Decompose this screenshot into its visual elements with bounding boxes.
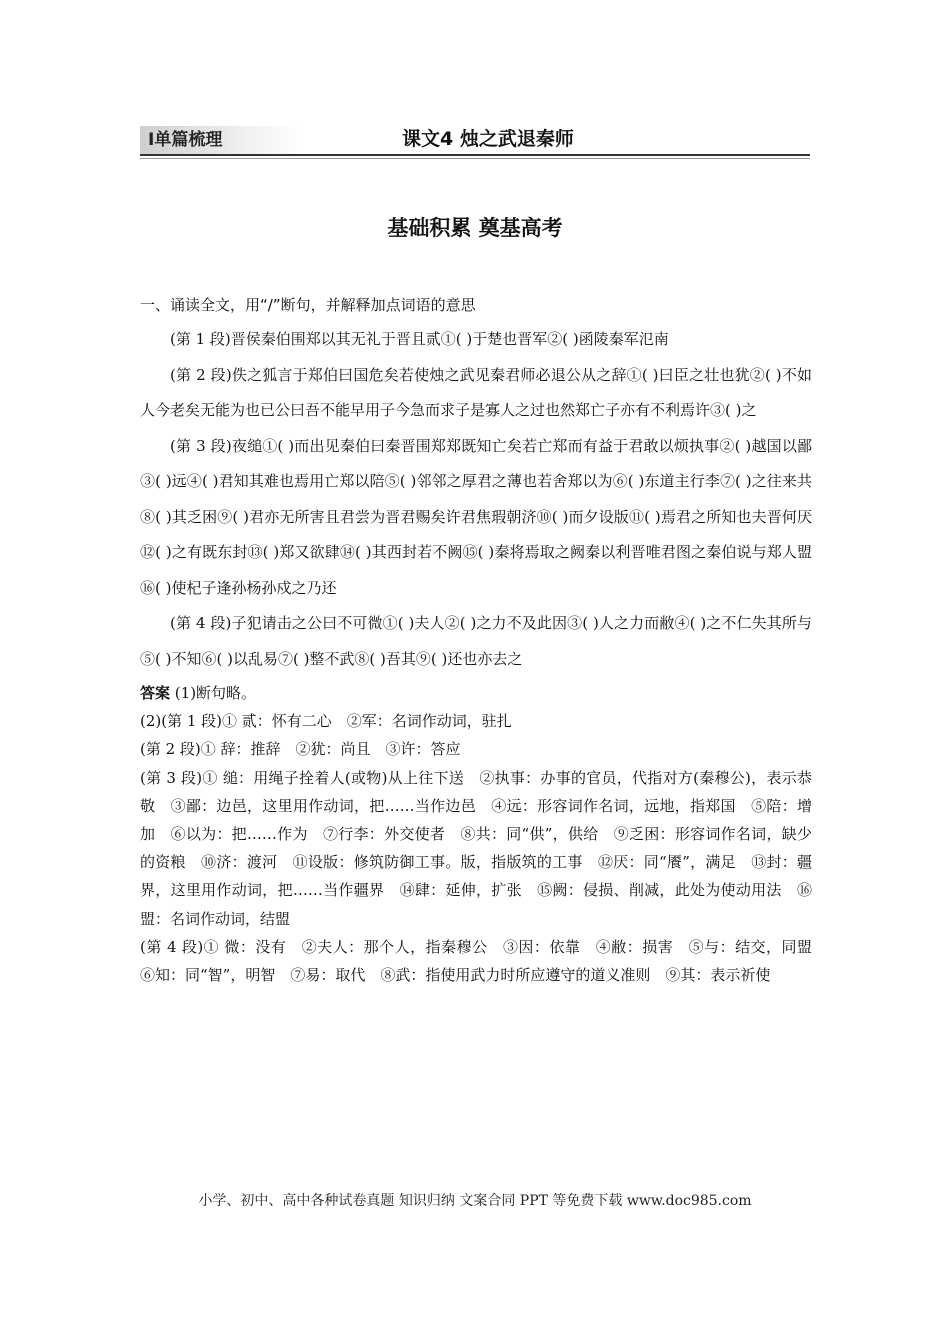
page-title: 基础积累 奠基高考 [387,216,563,240]
section-tag: Ⅰ单篇梳理 [140,126,300,154]
answer-item-3: (第 3 段)① 缒：用绳子拴着人(或物)从上往下送 ②执事：办事的官员，代指对方(秦穆公)，表示恭敬 ③鄙：边邑，这里用作动词，把……当作边邑 ④远：形容词作名词，远地，指郑国 ⑤陪：增加 ⑥以为：把……作为 ⑦行李：外交使者 ⑧共：同“供”，供给 ⑨乏困：形容词作名词，缺少的资粮 ⑩济：渡河 ⑪设版：修筑防御工事。版，指版筑的工事 ⑫厌：同“餍”，满足 ⑬封：疆界，这里用作动词，把……当作疆界 ⑭肆：延伸，扩张 ⑮阙：侵损、削减，此处为使动用法 ⑯盟：名词作动词，结盟 [140,768,812,928]
answer-intro [140,679,812,707]
page-footer: 小学、初中、高中各种试卷真题 知识归纳 文案合同 PPT 等免费下载 www.doc985.com [198,1193,752,1209]
answer-item-2: (第 2 段)① 辞：推辞 ②犹：尚且 ③许：答应 [140,740,461,759]
answer-item-4: (第 4 段)① 微：没有 ②夫人：那个人，指秦穆公 ③因：依靠 ④敝：损害 ⑤与：结交，同盟 ⑥知：同“智”，明智 ⑦易：取代 ⑧武：指使用武力时所应遵守的道义准则 ⑨其：表示祈使 [140,937,828,985]
answer-item-1: (2)(第 1 段)① 贰：怀有二心 ②军：名词作动词，驻扎 [140,712,512,731]
lesson-title: 课文4 烛之武退秦师 [402,128,574,150]
paragraph-1: (第 1 段)晋侯秦伯围郑以其无礼于晋且贰①( )于楚也晋军②( )函陵秦军氾南 [170,330,669,348]
header-rule [140,154,810,156]
exercise-heading: 一、诵读全文，用“/”断句，并解释加点词语的意思 [140,296,476,314]
header-rule-thin [140,158,810,159]
answer-section [140,679,828,989]
answer-first: (1)断句略。 [174,684,257,702]
paragraph-4: (第 4 段)子犯请击之公曰不可微①( )夫人②( )之力不及此因③( )人之力而敝④( )之不仁失其所与⑤( )不知⑥( )以乱易⑦( )整不武⑧( )吾其⑨( )还也亦去之 [140,614,812,668]
page-header [140,118,810,158]
answer-label: 答案 [140,684,171,702]
paragraph-3: (第 3 段)夜缒①( )而出见秦伯曰秦晋围郑郑既知亡矣若亡郑而有益于君敢以烦执事②( )越国以鄙③( )远④( )君知其难也焉用亡郑以陪⑤( )邻邻之厚君之薄也若舍郑以为⑥( )东道主行李⑦( )之往来共⑧( )其乏困⑨( )君亦无所害且君尝为晋君赐矣许君焦瑕朝济⑩( )而夕设版⑪( )焉君之所知也夫晋何厌⑫( )之有既东封⑬( )郑又欲肆⑭( )其西封若不阙⑮( )秦将焉取之阙秦以利晋唯君图之秦伯说与郑人盟⑯( )使杞子逢孙杨孙戍之乃还 [140,436,812,597]
paragraph-2: (第 2 段)佚之狐言于郑伯曰国危矣若使烛之武见秦君师必退公从之辞①( )曰臣之壮也犹②( )不如人今老矣无能为也已公曰吾不能早用子今急而求子是寡人之过也然郑亡子亦有不利焉许③( )之 [140,365,812,419]
document-body [140,290,828,989]
